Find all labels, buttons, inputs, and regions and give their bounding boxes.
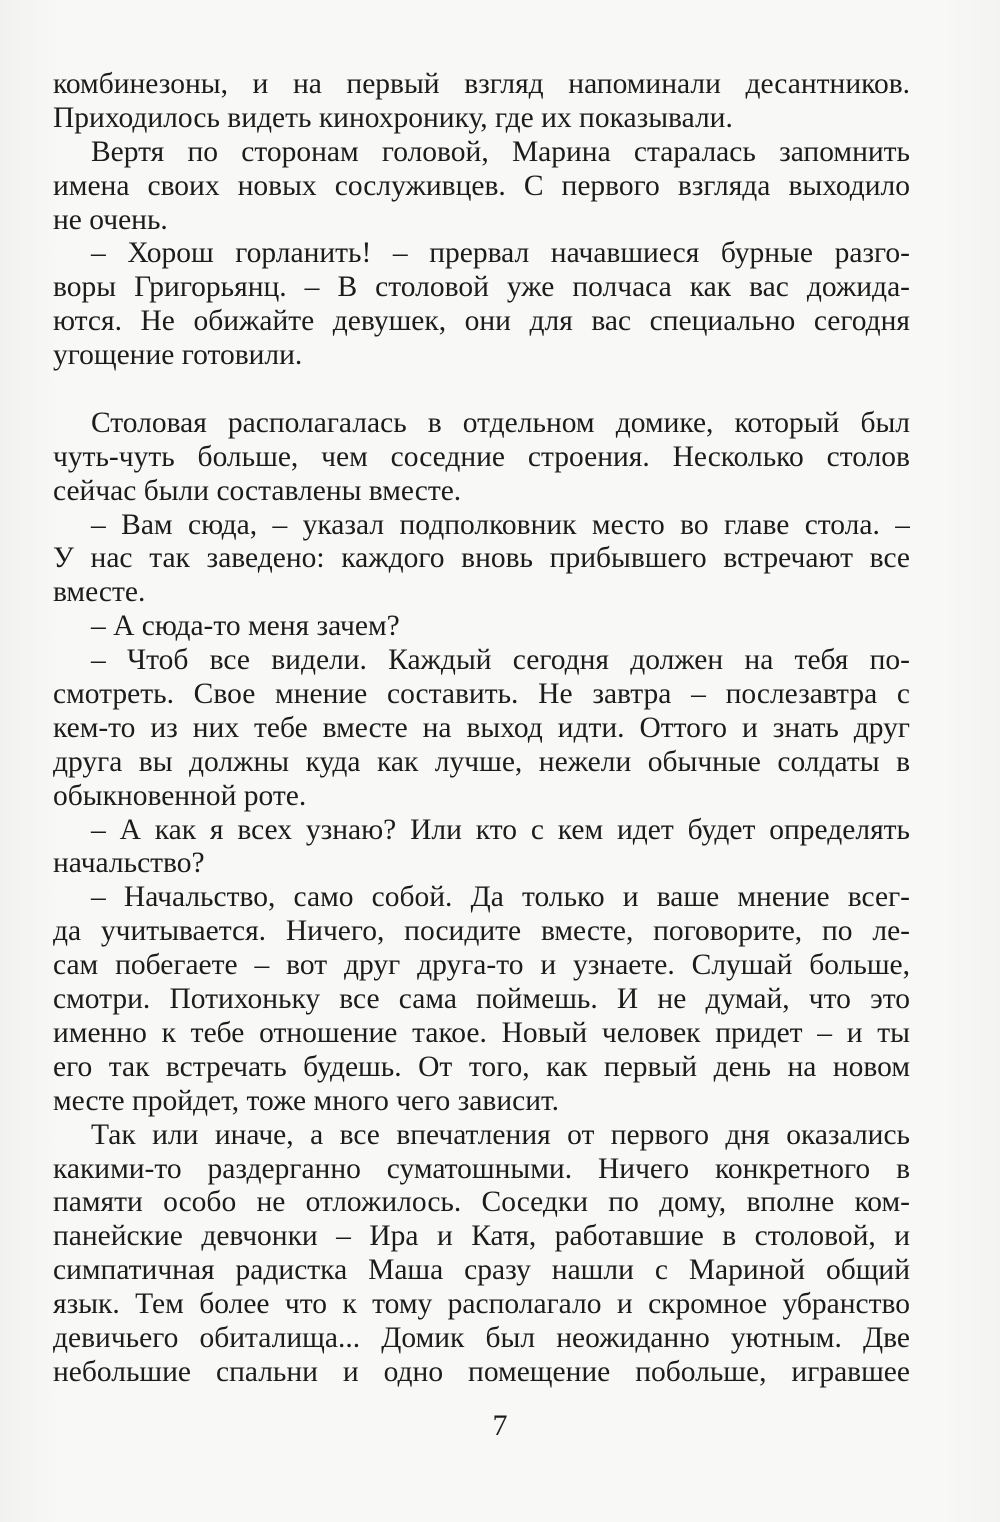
- text-line: памяти особо не отложилось. Соседки по дому, вполне ком-: [53, 1186, 910, 1219]
- text-line: Столовая располагалась в отдельном домике, который был: [91, 406, 910, 439]
- text-line: Так или иначе, а все впечатления от первого дня оказались: [91, 1118, 910, 1151]
- text-line: имена своих новых сослуживцев. С первого взгляда выходило: [53, 169, 910, 202]
- text-line: месте пройдет, тоже много чего зависит.: [53, 1084, 560, 1117]
- text-line: – А сюда-то меня зачем?: [91, 610, 400, 643]
- text-line: У нас так заведено: каждого вновь прибывшего встречают все: [53, 542, 910, 575]
- text-line: друга вы должны куда как лучше, нежели обычные солдаты в: [53, 745, 910, 778]
- text-line: угощение готовили.: [53, 339, 303, 372]
- text-line: его так встречать будешь. От того, как первый день на новом: [53, 1050, 910, 1083]
- text-line: Вертя по сторонам головой, Марина старалась запомнить: [91, 135, 910, 168]
- text-line: – Начальство, само собой. Да только и ваше мнение всег-: [91, 881, 910, 914]
- text-line: девичьего обиталища... Домик был неожиданно уютным. Две: [53, 1321, 910, 1354]
- text-line: смотри. Потихоньку все сама поймешь. И не думай, что это: [53, 983, 910, 1016]
- text-line: симпатичная радистка Маша сразу нашли с Мариной общий: [53, 1254, 910, 1287]
- text-line: воры Григорьянц. – В столовой уже полчаса как вас дожида-: [53, 271, 910, 304]
- text-line: небольшие спальни и одно помещение побольше, игравшее: [53, 1355, 910, 1388]
- text-line: не очень.: [53, 203, 168, 236]
- text-line: Приходилось видеть кинохронику, где их показывали.: [53, 101, 733, 134]
- text-line: комбинезоны, и на первый взгляд напоминали десантников.: [53, 68, 910, 100]
- text-line: обыкновенной роте.: [53, 779, 307, 812]
- text-line: язык. Тем более что к тому располагало и скромное убранство: [53, 1288, 910, 1321]
- text-line: именно к тебе отношение такое. Новый человек придет – и ты: [53, 1016, 910, 1049]
- text-line: – А как я всех узнаю? Или кто с кем идет будет определять: [91, 813, 910, 846]
- text-line: вместе.: [53, 576, 146, 609]
- text-line: сам побегаете – вот друг друга-то и узнаете. Слушай больше,: [53, 949, 910, 982]
- body-text: [53, 68, 910, 1390]
- text-line: – Хорош горланить! – прервал начавшиеся бурные разго-: [91, 237, 910, 270]
- page-number: 7: [492, 1409, 508, 1442]
- text-line: кем-то из них тебе вместе на выход идти. Оттого и знать друг: [53, 711, 910, 744]
- text-line: сейчас были составлены вместе.: [53, 474, 462, 507]
- text-line: начальство?: [53, 847, 205, 880]
- text-line: – Чтоб все видели. Каждый сегодня должен на тебя по-: [91, 644, 910, 677]
- text-line: – Вам сюда, – указал подполковник место во главе стола. –: [91, 508, 910, 541]
- text-line: какими-то раздерганно суматошными. Ничего конкретного в: [53, 1152, 910, 1185]
- paragraph-gap: [53, 373, 910, 407]
- text-line: да учитывается. Ничего, посидите вместе, поговорите, по ле-: [53, 915, 910, 948]
- text-line: панейские девчонки – Ира и Катя, работавшие в столовой, и: [53, 1220, 910, 1253]
- text-line: ются. Не обижайте девушек, они для вас специально сегодня: [53, 305, 910, 338]
- text-line: смотреть. Свое мнение составить. Не завтра – послезавтра с: [53, 678, 910, 711]
- text-line: чуть-чуть больше, чем соседние строения. Несколько столов: [53, 440, 910, 473]
